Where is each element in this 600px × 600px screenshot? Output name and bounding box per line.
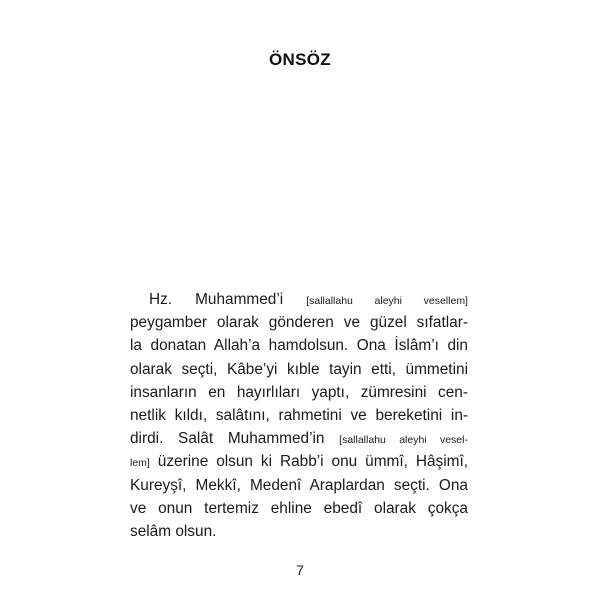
honorific-text: [sallallahu aleyhi vesellem] — [306, 295, 468, 307]
paragraph-line: olarak seçti, Kâbe’yi kıble tayin etti, ümmetini — [130, 360, 468, 378]
paragraph-line: selâm olsun. — [130, 522, 217, 540]
paragraph-line: insanların en hayırlıları yaptı, zümresini cen- — [130, 383, 468, 401]
honorific-text: lem] — [130, 457, 150, 470]
paragraph-line: ve onun tertemiz ehline ebedî olarak çokça — [130, 499, 468, 517]
page-number: 7 — [296, 562, 304, 578]
paragraph-line: la donatan Allah’a hamdolsun. Ona İslâm’ı din — [130, 337, 468, 355]
line-text: üzerine olsun ki Rabb’i onu ümmî, Hâşimî, — [149, 453, 468, 471]
paragraph-line: Kureyşî, Mekkî, Medenî Araplardan seçti. Ona — [130, 476, 468, 494]
honorific-text: [sallallahu aleyhi vesel- — [339, 434, 468, 447]
page-title: ÖNSÖZ — [269, 50, 331, 69]
paragraph-line — [130, 427, 468, 450]
paragraph-line: netlik kıldı, salâtını, rahmetini ve bereketini in- — [130, 406, 468, 424]
paragraph-line: peygamber olarak gönderen ve güzel sıfatlar- — [130, 314, 468, 332]
line-text: Hz. Muhammed’i — [149, 291, 307, 308]
paragraph-line — [130, 450, 468, 473]
line-text: dirdi. Salât Muhammed’in — [130, 430, 340, 448]
preface-paragraph — [130, 288, 468, 543]
paragraph-line — [130, 288, 468, 311]
